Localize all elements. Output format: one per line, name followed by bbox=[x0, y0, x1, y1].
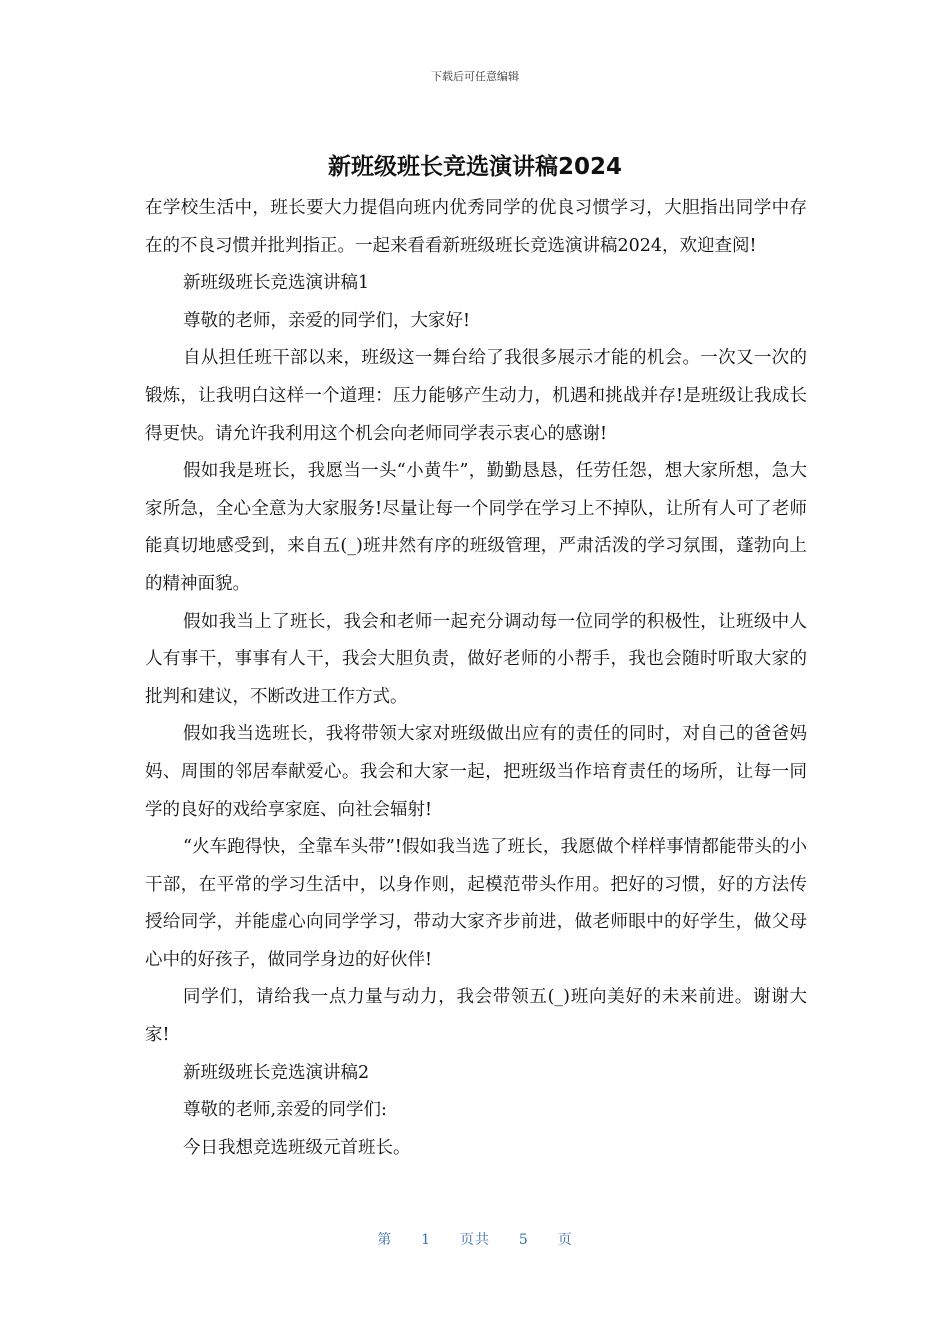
body-paragraph: “火车跑得快，全靠车头带”!假如我当选了班长，我愿做个样样事情都能带头的小干部，在平常的学习生活中，以身作则，起模范带头作用。把好的习惯，好的方法传授给同学，并能虚心向同学学习，带动大家齐步前进，做老师眼中的好学生，做父母心中的好孩子，做同学身边的好伙伴! bbox=[145, 837, 807, 970]
page-header-note: 下载后可任意编辑 bbox=[431, 70, 519, 83]
closing-paragraph: 同学们，请给我一点力量与动力，我会带领五(_)班向美好的未来前进。谢谢大家! bbox=[145, 987, 807, 1046]
body-paragraph: 自从担任班干部以来，班级这一舞台给了我很多展示才能的机会。一次又一次的锻炼，让我明白这样一个道理：压力能够产生动力，机遇和挑战并存!是班级让我成长得更快。请允许我利用这个机会向老师同学表示衷心的感谢! bbox=[145, 348, 807, 444]
body-paragraph: 假如我当上了班长，我会和老师一起充分调动每一位同学的积极性，让班级中人人有事干，事事有人干，我会大胆负责，做好老师的小帮手，我也会随时听取大家的批判和建议，不断改进工作方式。 bbox=[145, 611, 807, 707]
body-paragraph: 今日我想竞选班级元首班长。 bbox=[183, 1137, 411, 1158]
greeting-paragraph-2: 尊敬的老师,亲爱的同学们: bbox=[183, 1100, 387, 1121]
body-paragraph: 假如我当选班长，我将带领大家对班级做出应有的责任的同时，对自己的爸爸妈妈、周围的邻居奉献爱心。我会和大家一起，把班级当作培育责任的场所，让每一同学的良好的戏给享家庭、向社会辐射! bbox=[145, 724, 807, 820]
footer-suffix: 页 bbox=[557, 1232, 573, 1248]
page-number-footer bbox=[0, 1229, 950, 1249]
section-heading-2: 新班级班长竞选演讲稿2 bbox=[183, 1062, 370, 1083]
intro-paragraph: 在学校生活中，班长要大力提倡向班内优秀同学的优良习惯学习，大胆指出同学中存在的不良习惯并批判指正。一起来看看新班级班长竞选演讲稿2024，欢迎查阅! bbox=[145, 198, 807, 256]
footer-total-pages: 5 bbox=[518, 1232, 529, 1248]
greeting-paragraph: 尊敬的老师，亲爱的同学们，大家好! bbox=[183, 310, 471, 331]
footer-prefix: 第 bbox=[377, 1232, 393, 1248]
body-paragraph: 假如我是班长，我愿当一头“小黄牛”，勤勤恳恳，任劳任怨，想大家所想，急大家所急，全心全意为大家服务!尽量让每一个同学在学习上不掉队，让所有人可了老师能真切地感受到，来自五(_)班井然有序的班级管理，严肃活泼的学习氛围，蓬勃向上的精神面貌。 bbox=[145, 461, 807, 594]
footer-page-number: 1 bbox=[421, 1232, 432, 1248]
section-heading-1: 新班级班长竞选演讲稿1 bbox=[183, 273, 370, 294]
footer-middle: 页共 bbox=[460, 1232, 490, 1248]
document-body bbox=[145, 190, 807, 1167]
document-title: 新班级班长竞选演讲稿2024 bbox=[327, 154, 622, 180]
